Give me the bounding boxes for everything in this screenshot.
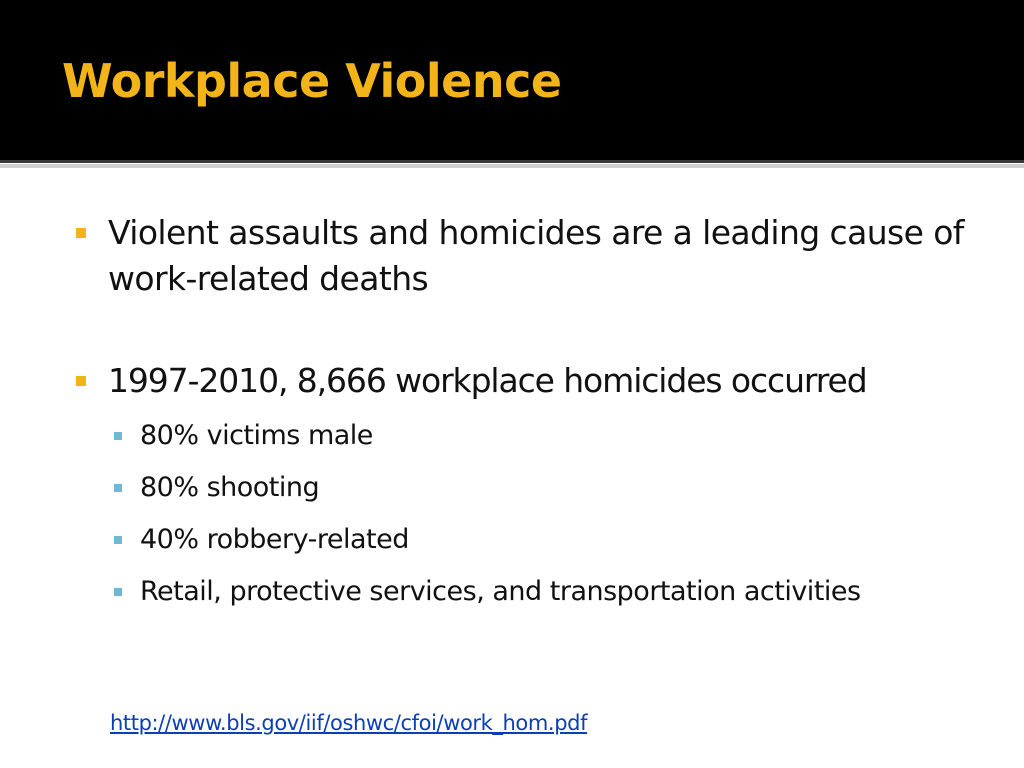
square-bullet-icon <box>114 432 122 440</box>
bullet-item <box>72 358 1002 404</box>
sub-bullet-text: 80% victims male <box>140 420 373 451</box>
square-bullet-icon <box>114 588 122 596</box>
sub-bullet-text: Retail, protective services, and transportation activities <box>140 576 861 607</box>
title-divider-dark <box>0 160 1024 163</box>
bullet-text: Violent assaults and homicides are a leading cause of work-related deaths <box>108 213 964 298</box>
sub-bullet-item <box>112 520 992 560</box>
sub-bullet-item <box>112 468 992 508</box>
bullet-text: 1997-2010, 8,666 workplace homicides occurred <box>108 361 867 400</box>
square-bullet-icon <box>76 228 86 238</box>
square-bullet-icon <box>76 376 86 386</box>
bullet-item <box>72 210 1002 302</box>
sub-bullet-item <box>112 416 992 456</box>
title-divider-light <box>0 164 1024 168</box>
square-bullet-icon <box>114 536 122 544</box>
square-bullet-icon <box>114 484 122 492</box>
title-bar <box>0 0 1024 160</box>
sub-bullet-text: 80% shooting <box>140 472 320 503</box>
slide-title: Workplace Violence <box>62 54 562 108</box>
sub-bullet-text: 40% robbery-related <box>140 524 409 555</box>
source-link[interactable]: http://www.bls.gov/iif/oshwc/cfoi/work_hom.pdf <box>110 711 588 735</box>
sub-bullet-item <box>112 572 992 612</box>
